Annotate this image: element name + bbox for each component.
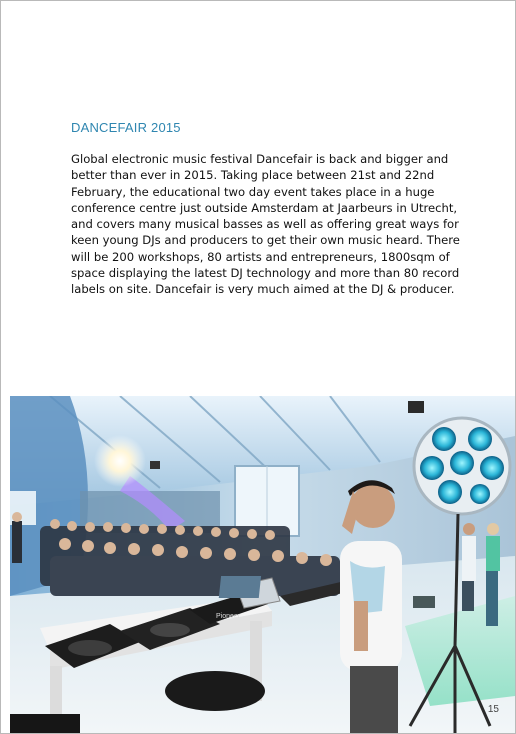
- page-number: 15: [487, 704, 499, 715]
- article-body: Global electronic music festival Dancefair is back and bigger and better than ever in 2015. Taking place between 21st and 22nd February, the educational two day event takes place in a huge conference centre just outside Amsterdam at Jaarbeurs in Utrecht, and covers many musical basses as well as offering great ways for keen young DJs and producers to get their own music heard. There will be 200 workshops, 80 artists and entrepreneurs, 1800sqm of space displaying the latest DJ technology and more than 80 record labels on site. Dancefair is very much aimed at the DJ & producer.: [71, 152, 460, 297]
- event-photo-illustration: [10, 396, 515, 733]
- mixer-brand-label: Pioneer: [216, 613, 241, 620]
- article-heading: DANCEFAIR 2015: [71, 120, 181, 135]
- event-photo: [10, 396, 515, 733]
